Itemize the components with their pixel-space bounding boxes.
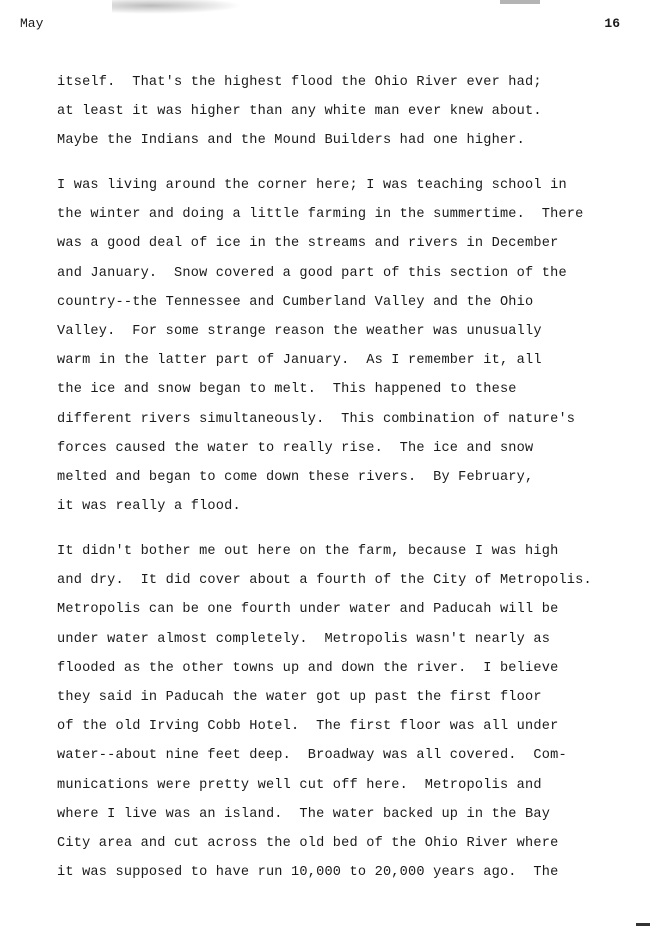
header-month: May <box>20 16 44 31</box>
text-line: different rivers simultaneously. This combination of nature's <box>57 411 576 427</box>
paragraph-3 <box>57 537 632 887</box>
text-line: country--the Tennessee and Cumberland Valley and the Ohio <box>57 294 534 310</box>
text-line: of the old Irving Cobb Hotel. The first floor was all under <box>57 719 559 735</box>
paragraph-1 <box>57 68 632 156</box>
text-line: and dry. It did cover about a fourth of the City of Metropolis. <box>57 573 592 589</box>
paragraph-2 <box>57 171 632 521</box>
text-line: Maybe the Indians and the Mound Builders had one higher. <box>57 133 526 149</box>
text-line: where I live was an island. The water backed up in the Bay <box>57 806 551 822</box>
text-line: flooded as the other towns up and down the river. I believe <box>57 660 559 676</box>
text-line: Valley. For some strange reason the weather was unusually <box>57 323 542 339</box>
text-line: at least it was higher than any white man ever knew about. <box>57 104 542 120</box>
text-line: warm in the latter part of January. As I remember it, all <box>57 353 542 369</box>
text-line: the winter and doing a little farming in the summertime. There <box>57 207 584 223</box>
text-line: under water almost completely. Metropolis wasn't nearly as <box>57 631 551 647</box>
scan-corner-mark <box>636 923 650 926</box>
text-line: the ice and snow began to melt. This happened to these <box>57 382 517 398</box>
text-line: munications were pretty well cut off here. Metropolis and <box>57 777 542 793</box>
text-line: water--about nine feet deep. Broadway was all covered. Com- <box>57 748 567 764</box>
text-line: It didn't bother me out here on the farm, because I was high <box>57 544 559 559</box>
text-line: it was really a flood. <box>57 499 241 515</box>
text-line: itself. That's the highest flood the Ohio River ever had; <box>57 75 542 90</box>
text-line: it was supposed to have run 10,000 to 20,000 years ago. The <box>57 865 559 881</box>
text-line: was a good deal of ice in the streams and rivers in December <box>57 236 559 252</box>
text-line: Metropolis can be one fourth under water and Paducah will be <box>57 602 559 618</box>
scan-mark <box>500 0 540 4</box>
scan-smudge <box>112 0 242 14</box>
text-line: I was living around the corner here; I was teaching school in <box>57 178 567 193</box>
text-line: melted and began to come down these rivers. By February, <box>57 469 534 485</box>
text-line: City area and cut across the old bed of the Ohio River where <box>57 835 559 851</box>
text-line: they said in Paducah the water got up past the first floor <box>57 689 542 705</box>
text-line: forces caused the water to really rise. The ice and snow <box>57 440 534 456</box>
text-line: and January. Snow covered a good part of this section of the <box>57 265 567 281</box>
page-number: 16 <box>604 16 620 31</box>
